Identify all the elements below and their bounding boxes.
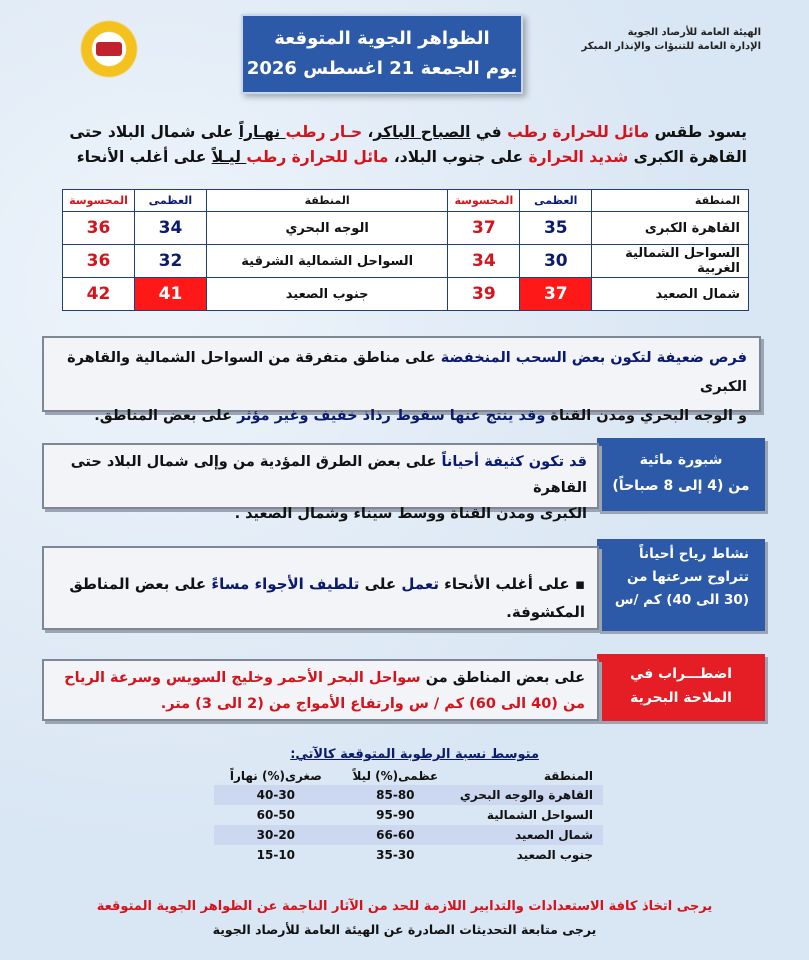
region-name: شمال الصعيد bbox=[592, 278, 749, 311]
feels-like-temp: 37 bbox=[448, 212, 520, 245]
fog-label-title: شبورة مائية bbox=[639, 452, 723, 468]
wind-label-title: نشاط رياح أحياناً bbox=[638, 546, 749, 562]
summary-highlight: مائل للحرارة رطب bbox=[507, 123, 650, 141]
humidity-max: 95-90 bbox=[376, 808, 415, 822]
feels-like-temp: 34 bbox=[448, 245, 520, 278]
org-line-2: الإدارة العامة للتنبؤات والإنذار المبكر bbox=[581, 41, 761, 52]
organization-name bbox=[582, 26, 762, 54]
sea-text: على بعض المناطق من bbox=[420, 670, 585, 686]
sea-highlight: من (40 الى 60) كم / س وارتفاع الأمواج من (2 الى 3) متر. bbox=[160, 696, 585, 712]
humidity-header-row bbox=[214, 767, 603, 785]
summary-highlight: حـار رطب bbox=[285, 123, 363, 141]
feels-like-temp: 36 bbox=[63, 212, 135, 245]
feels-like-temp: 36 bbox=[63, 245, 135, 278]
region-name: الوجه البحري bbox=[206, 212, 447, 245]
summary-text: القاهرة الكبرى bbox=[628, 148, 747, 166]
feels-like-temp: 42 bbox=[63, 278, 135, 311]
max-temp: 32 bbox=[135, 245, 207, 278]
humidity-table bbox=[214, 767, 603, 865]
max-temp: 30 bbox=[520, 245, 592, 278]
region-name: جنوب الصعيد bbox=[206, 278, 447, 311]
humidity-min: 40-30 bbox=[214, 785, 338, 805]
summary-text: على أغلب الأنحاء bbox=[76, 148, 212, 166]
humidity-max: 85-80 bbox=[338, 785, 453, 805]
header-max: العظمى bbox=[520, 190, 592, 212]
summary-highlight: مائل للحرارة رطب bbox=[246, 148, 389, 166]
max-temp: 35 bbox=[520, 212, 592, 245]
header-feels: المحسوسة bbox=[63, 190, 135, 212]
org-line-1: الهيئة العامة للأرصاد الجوية bbox=[627, 27, 761, 38]
sea-panel bbox=[42, 659, 599, 721]
temperature-table bbox=[62, 189, 749, 311]
fog-text: على بعض الطرق المؤدية من وإلى شمال البلاد حتى القاهرة bbox=[70, 454, 587, 496]
summary-text: على جنوب البلاد، bbox=[388, 148, 529, 166]
footer-warning: يرجى اتخاذ كافة الاستعدادات والتدابير اللازمة للحد من الآثار الناجمة عن الظواهر الجوية المتوقعة bbox=[96, 899, 713, 914]
wind-highlight: تلطيف الأجواء مساءً bbox=[211, 575, 360, 593]
max-temp: 34 bbox=[135, 212, 207, 245]
wind-label bbox=[597, 539, 765, 631]
clouds-panel bbox=[42, 336, 761, 424]
humidity-region: جنوب الصعيد bbox=[516, 848, 593, 862]
wind-text: على bbox=[359, 575, 402, 593]
clouds-text: على مناطق متفرقة من السواحل الشمالية والقاهرة الكبرى bbox=[67, 350, 747, 395]
table-row bbox=[63, 212, 749, 245]
humidity-region: السواحل الشمالية bbox=[486, 808, 593, 822]
table-row bbox=[214, 805, 603, 825]
humidity-max: 35-30 bbox=[376, 848, 415, 862]
region-name: السواحل الشمالية الشرقية bbox=[206, 245, 447, 278]
table-row bbox=[214, 785, 603, 805]
clouds-text: على بعض المناطق. bbox=[94, 408, 238, 424]
fog-label bbox=[597, 438, 765, 511]
header-max: العظمى bbox=[135, 190, 207, 212]
table-row bbox=[214, 845, 603, 865]
summary-text: ليـلاً bbox=[211, 148, 247, 166]
sea-label-text: الملاحة البحرية bbox=[630, 690, 732, 706]
clouds-text: و الوجه البحري ومدن القناة bbox=[545, 408, 747, 424]
summary-text: على شمال البلاد حتى bbox=[69, 123, 239, 141]
wind-label-speed: (30 الى 40) كم /س bbox=[614, 592, 749, 608]
table-header-row bbox=[63, 190, 749, 212]
max-temp-hot: 41 bbox=[135, 278, 207, 311]
header-feels: المحسوسة bbox=[448, 190, 520, 212]
summary-text: ، bbox=[362, 123, 374, 141]
summary-text: الصباح الباكر bbox=[373, 123, 471, 141]
humidity-title: متوسط نسبة الرطوبة المتوقعة كالآتي: bbox=[290, 747, 539, 762]
humidity-min: 15-10 bbox=[256, 848, 296, 862]
fog-label-time: من (4 إلى 8 صباحاً) bbox=[612, 478, 750, 494]
fog-panel bbox=[42, 443, 599, 522]
wind-label-text: تتراوح سرعتها من bbox=[626, 569, 749, 585]
humidity-max: 66-60 bbox=[338, 825, 453, 845]
region-name: السواحل الشمالية الغربية bbox=[592, 245, 749, 278]
sea-label-title: اضطـــراب في bbox=[629, 666, 733, 682]
header-region: المنطقة bbox=[206, 190, 447, 212]
fog-highlight: قد تكون كثيفة أحياناً bbox=[441, 454, 587, 470]
table-row bbox=[63, 245, 749, 278]
header-region: المنطقة bbox=[592, 190, 749, 212]
wind-text: ▪ على أغلب الأنحاء bbox=[438, 575, 585, 593]
bulletin-date: يوم الجمعة 21 اغسطس 2026 bbox=[246, 58, 518, 79]
bulletin-title-box bbox=[241, 14, 523, 94]
feels-like-temp: 39 bbox=[448, 278, 520, 311]
humidity-min: 60-50 bbox=[256, 808, 296, 822]
humidity-region: القاهرة والوجه البحري bbox=[453, 785, 603, 805]
clouds-highlight: وقد ينتج عنها سقوط رذاذ خفيف وغير مؤثر bbox=[237, 408, 546, 424]
table-row bbox=[214, 825, 603, 845]
wind-panel bbox=[42, 546, 599, 630]
wind-text: على بعض المناطق المكشوفة. bbox=[69, 575, 585, 621]
wind-line bbox=[56, 570, 585, 626]
fog-text: الكبرى ومدن القناة ووسط سيناء وشمال الصعيد . bbox=[234, 506, 587, 522]
humidity-region: شمال الصعيد bbox=[453, 825, 603, 845]
humidity-header-max: عظمى(%) ليلاً bbox=[352, 769, 439, 783]
table-row bbox=[63, 278, 749, 311]
sea-highlight: سواحل البحر الأحمر وخليج السويس وسرعة الرياح bbox=[64, 670, 421, 686]
region-name: القاهرة الكبرى bbox=[592, 212, 749, 245]
summary-highlight: شديد الحرارة bbox=[528, 148, 629, 166]
summary-text: يسود طقس bbox=[649, 123, 747, 141]
ema-logo bbox=[78, 18, 140, 80]
summary-text: نهـاراً bbox=[238, 123, 286, 141]
clouds-highlight: فرص ضعيفة لتكون بعض السحب المنخفضة bbox=[440, 350, 747, 366]
max-temp-hot: 37 bbox=[520, 278, 592, 311]
bulletin-title: الظواهر الجوية المتوقعة bbox=[274, 28, 490, 49]
humidity-min: 30-20 bbox=[214, 825, 338, 845]
wind-highlight: تعمل bbox=[401, 575, 439, 593]
humidity-header-min: صغرى(%) نهاراً bbox=[229, 769, 322, 783]
footer-note: يرجى متابعة التحديثات الصادرة عن الهيئة العامة للأرصاد الجوية bbox=[212, 922, 597, 937]
humidity-header-region: المنطقة bbox=[543, 769, 593, 783]
weather-summary bbox=[57, 120, 747, 170]
summary-text: في bbox=[470, 123, 508, 141]
sea-label bbox=[597, 654, 765, 721]
